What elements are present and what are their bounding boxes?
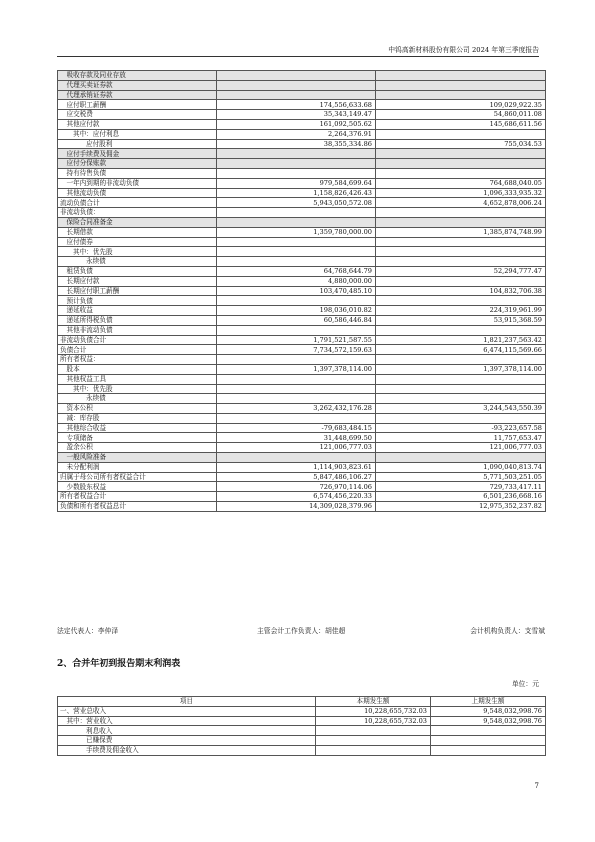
previous-value <box>376 257 546 267</box>
row-label: 递延收益 <box>58 306 217 316</box>
row-label: 代理承销证券款 <box>58 90 217 100</box>
row-label: 应付手续费及佣金 <box>58 149 217 159</box>
page-number: 7 <box>534 782 539 790</box>
table-row <box>58 462 546 472</box>
table-row <box>58 492 546 502</box>
current-value <box>217 168 376 178</box>
table-row <box>58 296 546 306</box>
table-row <box>58 80 546 90</box>
table-row <box>58 345 546 355</box>
table-row <box>58 71 546 81</box>
header-current: 本期发生额 <box>316 697 431 707</box>
previous-value <box>376 453 546 463</box>
table-row <box>58 119 546 129</box>
table-row <box>58 736 546 746</box>
previous-value: 12,975,352,237.82 <box>376 502 546 512</box>
header-divider <box>57 56 539 57</box>
table-row <box>58 178 546 188</box>
current-value: 1,359,780,000.00 <box>217 227 376 237</box>
row-label: 永续债 <box>58 394 217 404</box>
row-label: 一、营业总收入 <box>58 706 316 716</box>
table-row <box>58 716 546 726</box>
previous-value: 6,474,115,569.66 <box>376 345 546 355</box>
row-label: 已赚保费 <box>58 736 316 746</box>
table-row <box>58 208 546 218</box>
row-label: 利息收入 <box>58 726 316 736</box>
table-row <box>58 159 546 169</box>
table-row <box>58 237 546 247</box>
table-row <box>58 247 546 257</box>
current-value: 198,036,010.82 <box>217 306 376 316</box>
table-row <box>58 90 546 100</box>
unit-label: 单位：元 <box>511 680 539 688</box>
current-value: 35,343,149.47 <box>217 110 376 120</box>
previous-value: 6,501,236,668.16 <box>376 492 546 502</box>
current-value <box>217 325 376 335</box>
previous-value <box>376 217 546 227</box>
table-row <box>58 306 546 316</box>
current-value: 10,228,655,732.03 <box>316 706 431 716</box>
current-value <box>316 745 431 755</box>
current-value <box>316 726 431 736</box>
row-label: 租赁负债 <box>58 266 217 276</box>
accounting-head: 主管会计工作负责人：胡佳超 <box>257 627 346 635</box>
current-value <box>217 394 376 404</box>
table-row <box>58 745 546 755</box>
previous-value <box>376 394 546 404</box>
previous-value <box>431 736 546 746</box>
table-row <box>58 355 546 365</box>
row-label: 一年内到期的非流动负债 <box>58 178 217 188</box>
accounting-org-head: 会计机构负责人：支雪斌 <box>470 627 545 635</box>
table-row <box>58 139 546 149</box>
previous-value <box>431 726 546 736</box>
previous-value <box>431 745 546 755</box>
row-label: 应付债券 <box>58 237 217 247</box>
table-row <box>58 100 546 110</box>
previous-value: 52,294,777.47 <box>376 266 546 276</box>
row-label: 应交税费 <box>58 110 217 120</box>
previous-value: 53,915,368.59 <box>376 315 546 325</box>
current-value: 4,880,000.00 <box>217 276 376 286</box>
previous-value: 1,385,874,748.99 <box>376 227 546 237</box>
previous-value: 109,029,922.35 <box>376 100 546 110</box>
row-label: 递延所得税负债 <box>58 315 217 325</box>
table-row <box>58 394 546 404</box>
table-header-row <box>58 697 546 707</box>
row-label: 永续债 <box>58 257 217 267</box>
current-value <box>316 736 431 746</box>
table-row <box>58 129 546 139</box>
previous-value <box>376 325 546 335</box>
current-value: 1,791,521,587.55 <box>217 335 376 345</box>
previous-value <box>376 208 546 218</box>
table-row <box>58 384 546 394</box>
previous-value <box>376 276 546 286</box>
row-label: 其中：营业收入 <box>58 716 316 726</box>
table-row <box>58 404 546 414</box>
current-value: 38,355,334.86 <box>217 139 376 149</box>
row-label: 其中：优先股 <box>58 384 217 394</box>
table-row <box>58 110 546 120</box>
row-label: 长期应付职工薪酬 <box>58 286 217 296</box>
current-value: 1,158,826,426.43 <box>217 188 376 198</box>
header-item: 项目 <box>58 697 316 707</box>
previous-value: 764,688,040.05 <box>376 178 546 188</box>
current-value: 103,470,485.10 <box>217 286 376 296</box>
row-label: 持有待售负债 <box>58 168 217 178</box>
row-label: 负债合计 <box>58 345 217 355</box>
table-row <box>58 276 546 286</box>
current-value: 174,556,633.68 <box>217 100 376 110</box>
previous-value <box>376 129 546 139</box>
previous-value: 9,548,032,998.76 <box>431 706 546 716</box>
previous-value <box>376 149 546 159</box>
current-value: 5,847,486,106.27 <box>217 472 376 482</box>
current-value <box>217 217 376 227</box>
previous-value: 1,096,333,935.32 <box>376 188 546 198</box>
current-value <box>217 237 376 247</box>
row-label: 其中：优先股 <box>58 247 217 257</box>
previous-value: 11,757,653.47 <box>376 433 546 443</box>
previous-value: 5,771,503,251.05 <box>376 472 546 482</box>
previous-value <box>376 296 546 306</box>
current-value: 7,734,572,159.63 <box>217 345 376 355</box>
table-row <box>58 325 546 335</box>
table-row <box>58 149 546 159</box>
row-label: 非流动负债合计 <box>58 335 217 345</box>
previous-value: 121,006,777.03 <box>376 443 546 453</box>
current-value <box>217 355 376 365</box>
current-value <box>217 453 376 463</box>
table-row <box>58 433 546 443</box>
header-previous: 上期发生额 <box>431 697 546 707</box>
table-row <box>58 413 546 423</box>
row-label: 保险合同准备金 <box>58 217 217 227</box>
legal-representative: 法定代表人：李仲泽 <box>57 627 119 635</box>
row-label: 代理买卖证券款 <box>58 80 217 90</box>
table-row <box>58 217 546 227</box>
current-value: 60,586,446.84 <box>217 315 376 325</box>
row-label: 应付分保账款 <box>58 159 217 169</box>
row-label: 所有者权益合计 <box>58 492 217 502</box>
previous-value <box>376 80 546 90</box>
section-title: 2、合并年初到报告期末利润表 <box>57 659 181 669</box>
current-value <box>217 257 376 267</box>
table-row <box>58 266 546 276</box>
row-label: 吸收存款及同业存放 <box>58 71 217 81</box>
row-label: 减：库存股 <box>58 413 217 423</box>
row-label: 长期借款 <box>58 227 217 237</box>
previous-value: 224,319,961.99 <box>376 306 546 316</box>
table-row <box>58 502 546 512</box>
previous-value: 1,090,040,813.74 <box>376 462 546 472</box>
current-value: 6,574,456,220.33 <box>217 492 376 502</box>
current-value: 726,970,114.06 <box>217 482 376 492</box>
current-value <box>217 247 376 257</box>
previous-value: 755,034.53 <box>376 139 546 149</box>
row-label: 其他权益工具 <box>58 374 217 384</box>
previous-value: 4,652,878,006.24 <box>376 198 546 208</box>
table-row <box>58 188 546 198</box>
row-label: 长期应付款 <box>58 276 217 286</box>
income-statement-table <box>57 696 546 756</box>
row-label: 其他非流动负债 <box>58 325 217 335</box>
row-label: 专项储备 <box>58 433 217 443</box>
previous-value <box>376 90 546 100</box>
current-value: 10,228,655,732.03 <box>316 716 431 726</box>
previous-value <box>376 168 546 178</box>
previous-value <box>376 374 546 384</box>
table-row <box>58 315 546 325</box>
current-value: 1,114,903,823.61 <box>217 462 376 472</box>
table-row <box>58 472 546 482</box>
row-label: 一般风险准备 <box>58 453 217 463</box>
table-row <box>58 706 546 716</box>
row-label: 未分配利润 <box>58 462 217 472</box>
table-row <box>58 257 546 267</box>
row-label: 手续费及佣金收入 <box>58 745 316 755</box>
previous-value <box>376 237 546 247</box>
previous-value: 729,733,417.11 <box>376 482 546 492</box>
current-value <box>217 384 376 394</box>
current-value <box>217 208 376 218</box>
current-value: 1,397,378,114.00 <box>217 364 376 374</box>
current-value <box>217 149 376 159</box>
previous-value: 104,832,706.38 <box>376 286 546 296</box>
current-value: 64,768,644.79 <box>217 266 376 276</box>
previous-value <box>376 71 546 81</box>
row-label: 其他流动负债 <box>58 188 217 198</box>
table-row <box>58 364 546 374</box>
current-value <box>217 71 376 81</box>
table-row <box>58 374 546 384</box>
current-value <box>217 90 376 100</box>
table-row <box>58 443 546 453</box>
table-row <box>58 482 546 492</box>
row-label: 归属于母公司所有者权益合计 <box>58 472 217 482</box>
previous-value <box>376 247 546 257</box>
row-label: 资本公积 <box>58 404 217 414</box>
row-label: 应付股利 <box>58 139 217 149</box>
current-value <box>217 80 376 90</box>
current-value: -79,683,484.15 <box>217 423 376 433</box>
table-row <box>58 423 546 433</box>
previous-value <box>376 413 546 423</box>
current-value: 14,309,028,379.96 <box>217 502 376 512</box>
current-value: 5,943,050,572.08 <box>217 198 376 208</box>
previous-value: -93,223,657.58 <box>376 423 546 433</box>
table-row <box>58 227 546 237</box>
table-row <box>58 453 546 463</box>
previous-value <box>376 159 546 169</box>
current-value: 3,262,432,176.28 <box>217 404 376 414</box>
current-value <box>217 159 376 169</box>
report-title: 中钨高新材料股份有限公司 2024 年第三季度报告 <box>388 46 539 54</box>
current-value: 2,264,376.91 <box>217 129 376 139</box>
table-row <box>58 286 546 296</box>
current-value: 161,092,505.62 <box>217 119 376 129</box>
row-label: 负债和所有者权益总计 <box>58 502 217 512</box>
previous-value <box>376 355 546 365</box>
previous-value: 145,686,611.56 <box>376 119 546 129</box>
row-label: 盈余公积 <box>58 443 217 453</box>
previous-value: 54,860,011.08 <box>376 110 546 120</box>
table-row <box>58 726 546 736</box>
current-value <box>217 413 376 423</box>
table-row <box>58 198 546 208</box>
previous-value: 3,244,543,550.39 <box>376 404 546 414</box>
row-label: 非流动负债： <box>58 208 217 218</box>
table-row <box>58 335 546 345</box>
previous-value: 1,397,378,114.00 <box>376 364 546 374</box>
previous-value: 1,821,237,563.42 <box>376 335 546 345</box>
current-value: 31,448,699.50 <box>217 433 376 443</box>
row-label: 其他应付款 <box>58 119 217 129</box>
row-label: 所有者权益： <box>58 355 217 365</box>
row-label: 其他综合收益 <box>58 423 217 433</box>
current-value: 121,006,777.03 <box>217 443 376 453</box>
previous-value <box>376 384 546 394</box>
previous-value: 9,548,032,998.76 <box>431 716 546 726</box>
row-label: 流动负债合计 <box>58 198 217 208</box>
balance-sheet-table <box>57 70 546 512</box>
current-value <box>217 296 376 306</box>
row-label: 股本 <box>58 364 217 374</box>
table-row <box>58 168 546 178</box>
current-value: 979,584,699.64 <box>217 178 376 188</box>
current-value <box>217 374 376 384</box>
row-label: 少数股东权益 <box>58 482 217 492</box>
row-label: 预计负债 <box>58 296 217 306</box>
row-label: 其中：应付利息 <box>58 129 217 139</box>
row-label: 应付职工薪酬 <box>58 100 217 110</box>
